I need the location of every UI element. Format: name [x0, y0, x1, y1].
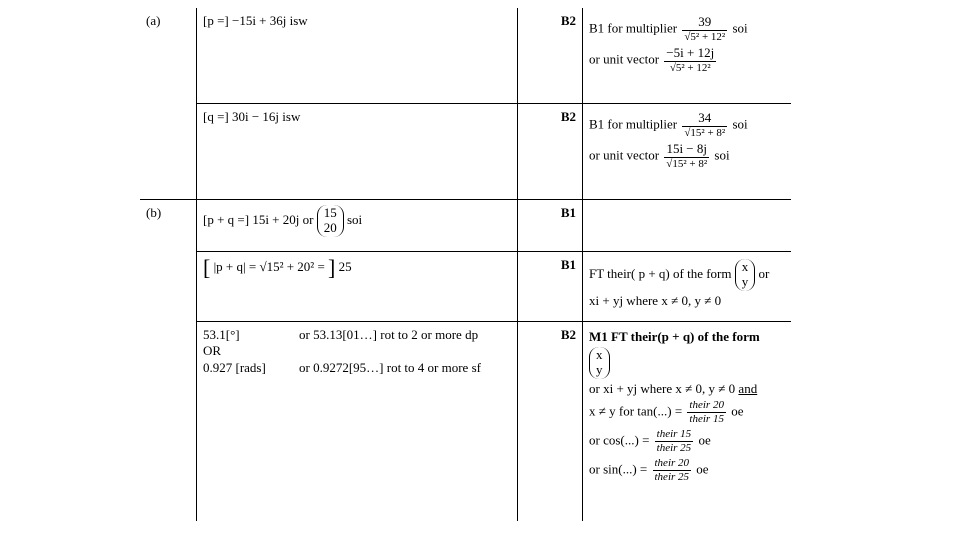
column-vector-top: 15: [323, 205, 337, 220]
vector-y: y: [596, 362, 603, 378]
guidance-b1: [583, 200, 792, 252]
open-bracket-icon: [: [203, 255, 211, 280]
guidance-a1-alt: or unit vector: [589, 51, 660, 67]
answer-or: OR: [203, 343, 222, 359]
unit-vector-num: −5i + 12j: [666, 45, 715, 61]
cos-den: their 25: [656, 441, 692, 454]
tan-den: their 15: [689, 413, 724, 426]
unit-vector-num: 15i − 8j: [664, 142, 709, 158]
guidance-a2-alt: or unit vector: [589, 147, 660, 163]
column-vector-bottom: 20: [323, 219, 337, 235]
multiplier-num: 39: [682, 15, 727, 31]
mark-scheme-table: [140, 8, 791, 521]
mark-b2: B1: [518, 252, 583, 322]
guidance-b3-and: and: [738, 381, 758, 397]
oe-cos: oe: [698, 432, 711, 448]
guidance-b3-title: M1 FT their(p + q) of the form: [589, 329, 760, 344]
unit-vector-den: √15² + 8²: [666, 158, 708, 171]
answer-b1-suffix: soi: [346, 211, 363, 227]
answer-radians-note: or 0.9272[95…] rot to 4 or more sf: [299, 359, 481, 375]
guidance-a2-suffix: soi: [732, 116, 748, 132]
guidance-sin-prefix: or sin(...) =: [589, 461, 648, 477]
multiplier-den: √15² + 8²: [684, 126, 726, 139]
multiplier-num: 34: [682, 111, 727, 127]
unit-vector-den: √5² + 12²: [669, 62, 711, 75]
oe-sin: oe: [696, 461, 709, 477]
answer-radians: 0.927 [rads]: [203, 359, 266, 375]
guidance-cos-prefix: or cos(...) =: [589, 432, 650, 448]
answer-b2-expr: |p + q| = √15² + 20² =: [213, 258, 325, 274]
answer-angle: [197, 322, 518, 522]
guidance-b3-cond: or xi + yj where x ≠ 0, y ≠ 0: [589, 381, 736, 397]
answer-p-plus-q: [197, 200, 518, 252]
mark-a1: B2: [518, 8, 583, 104]
table-row: [140, 8, 791, 104]
vector-x: x: [596, 347, 603, 363]
guidance-column-vector: [735, 259, 756, 291]
guidance-b2-line1: FT their( p + q) of the form: [589, 265, 732, 281]
table-row: [140, 322, 791, 522]
guidance-a1: [583, 8, 792, 104]
answer-degrees-note: or 53.13[01…] rot to 2 or more dp: [299, 327, 479, 342]
answer-q-text: [q =] 30i − 16j isw: [203, 109, 301, 124]
tan-num: their 20: [689, 399, 724, 412]
answer-p: [197, 8, 518, 104]
table-row: [140, 252, 791, 322]
guidance-b3-vector: [589, 347, 610, 379]
oe-tan: oe: [731, 403, 744, 419]
guidance-b2-line2: xi + yj where x ≠ 0, y ≠ 0: [589, 292, 722, 308]
vector-x: x: [741, 259, 749, 274]
mark-b3: B2: [518, 322, 583, 522]
sin-num: their 20: [654, 457, 690, 470]
guidance-a1-prefix: B1 for multiplier: [589, 20, 678, 36]
table-row: [140, 104, 791, 200]
guidance-b2-or: or: [758, 265, 770, 281]
answer-b1-prefix: [p + q =] 15i + 20j or: [203, 211, 314, 227]
answer-magnitude: [197, 252, 518, 322]
guidance-b3: [583, 322, 792, 522]
guidance-a2: [583, 104, 792, 200]
guidance-a2-prefix: B1 for multiplier: [589, 116, 678, 132]
answer-b2-value: 25: [338, 258, 352, 274]
part-b-label: (b): [140, 200, 197, 252]
cos-num: their 15: [656, 428, 692, 441]
answer-p-text: [p =] −15i + 36j isw: [203, 13, 308, 28]
guidance-b2: [583, 252, 792, 322]
table-row: [140, 200, 791, 252]
mark-b1: B1: [518, 200, 583, 252]
column-vector: [317, 205, 344, 237]
sin-den: their 25: [654, 470, 690, 483]
answer-degrees: 53.1[°]: [203, 327, 240, 342]
guidance-a2-alt-suffix: soi: [714, 147, 730, 163]
vector-y: y: [741, 273, 749, 289]
guidance-tan-prefix: x ≠ y for tan(...) =: [589, 403, 683, 419]
close-bracket-icon: ]: [328, 255, 336, 280]
mark-a2: B2: [518, 104, 583, 200]
answer-q: [197, 104, 518, 200]
part-a-label: (a): [146, 13, 161, 28]
multiplier-den: √5² + 12²: [684, 30, 726, 43]
guidance-a1-suffix: soi: [732, 20, 748, 36]
